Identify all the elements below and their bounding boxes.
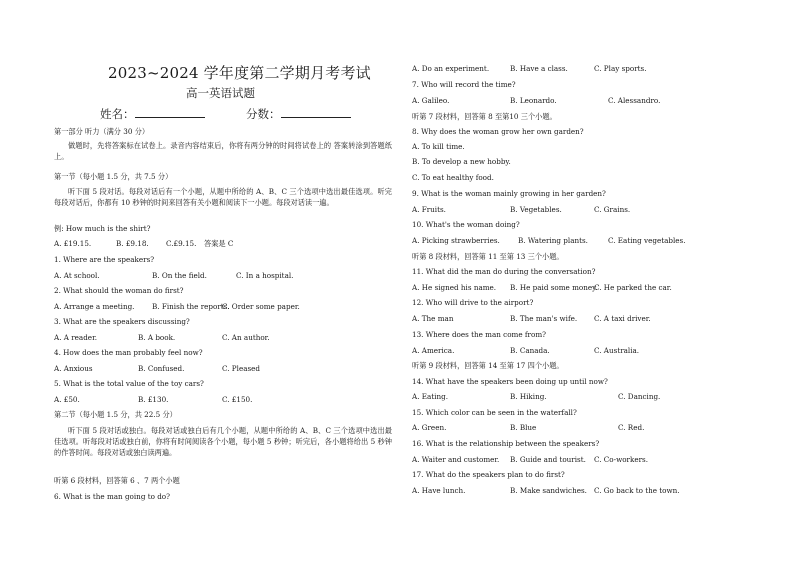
question-14: 14. What have the speakers been doing up until now? [412, 377, 608, 386]
q15-option-a: A. Green. [412, 423, 447, 432]
question-2: 2. What should the woman do first? [54, 286, 184, 295]
q15-option-c: C. Red. [618, 423, 645, 432]
question-6: 6. What is the man going to do? [54, 492, 170, 501]
q4-option-c: C. Pleased [222, 364, 261, 373]
q14-option-a: A. Eating. [412, 392, 448, 401]
page-subtitle: 高一英语试题 [186, 86, 255, 100]
q9-option-a: A. Fruits. [412, 205, 446, 214]
question-10: 10. What's the woman doing? [412, 220, 520, 229]
listen-8-instruction: 听第 8 段材料，回答第 11 至第 13 三个小题。 [412, 252, 564, 261]
score-label: 分数： [246, 107, 281, 121]
question-16: 16. What is the relationship between the speakers? [412, 439, 600, 448]
page-title: 2023~2024 学年度第二学期月考考试 [108, 64, 371, 82]
q10-option-c: C. Eating vegetables. [608, 236, 686, 245]
q6-option-a: A. Do an experiment. [412, 64, 490, 73]
q17-option-c: C. Go back to the town. [594, 486, 680, 495]
q9-option-c: C. Grains. [594, 205, 631, 214]
q10-option-a: A. Picking strawberries. [412, 236, 500, 245]
q4-option-a: A. Anxious [54, 364, 93, 373]
listen-7-instruction: 听第 7 段材料，回答第 8 至第10 三个小题。 [412, 112, 557, 121]
q14-option-c: C. Dancing. [618, 392, 661, 401]
q12-option-b: B. The man's wife. [510, 314, 578, 323]
question-12: 12. Who will drive to the airport? [412, 298, 534, 307]
score-field[interactable] [246, 106, 351, 121]
q1-option-b: B. On the field. [152, 271, 207, 280]
example-question: 例: How much is the shirt? [54, 224, 151, 233]
q1-option-c: C. In a hospital. [236, 271, 294, 280]
q3-option-c: C. An author. [222, 333, 270, 342]
q2-option-b: B. Finish the reports. [152, 302, 230, 311]
section2-heading: 第二节（每小题 1.5 分，共 22.5 分） [54, 410, 177, 419]
q9-option-b: B. Vegetables. [510, 205, 562, 214]
listen-9-instruction: 听第 9 段材料，回答第 14 至第 17 四个小题。 [412, 361, 564, 370]
q4-option-b: B. Confused. [138, 364, 185, 373]
q16-option-c: C. Co-workers. [594, 455, 649, 464]
name-field[interactable] [100, 106, 205, 121]
question-7: 7. Who will record the time? [412, 80, 516, 89]
question-13: 13. Where does the man come from? [412, 330, 546, 339]
part1-heading: 第一部分 听力（满分 30 分） [54, 127, 150, 136]
q1-option-a: A. At school. [54, 271, 100, 280]
q6-option-b: B. Have a class. [510, 64, 568, 73]
q17-option-b: B. Make sandwiches. [510, 486, 587, 495]
q15-option-b: B. Blue [510, 423, 537, 432]
q13-option-c: C. Australia. [594, 346, 640, 355]
example-option-c: C.£9.15. [166, 239, 197, 248]
q7-option-a: A. Galileo. [412, 96, 450, 105]
question-11: 11. What did the man do during the conversation? [412, 267, 596, 276]
example-option-a: A. £19.15. [54, 239, 92, 248]
question-15: 15. Which color can be seen in the waterfall? [412, 408, 577, 417]
listen-6-instruction: 听第 6 段材料，回答第 6 、7 两个小题 [54, 476, 180, 485]
q7-option-c: C. Alessandro. [608, 96, 661, 105]
q8-option-c: C. To eat healthy food. [412, 173, 494, 182]
q11-option-b: B. He paid some money. [510, 283, 598, 292]
q8-option-b: B. To develop a new hobby. [412, 157, 511, 166]
name-blank[interactable] [135, 106, 205, 118]
q3-option-a: A. A reader. [54, 333, 97, 342]
score-blank[interactable] [281, 106, 351, 118]
q12-option-a: A. The man [412, 314, 454, 323]
q5-option-c: C. £150. [222, 395, 253, 404]
q11-option-a: A. He signed his name. [412, 283, 497, 292]
q3-option-b: B. A book. [138, 333, 176, 342]
question-8: 8. Why does the woman grow her own garden? [412, 127, 584, 136]
question-17: 17. What do the speakers plan to do first? [412, 470, 565, 479]
question-1: 1. Where are the speakers? [54, 255, 155, 264]
q12-option-c: C. A taxi driver. [594, 314, 651, 323]
question-5: 5. What is the total value of the toy cars? [54, 379, 204, 388]
section1-heading: 第一节（每小题 1.5 分，共 7.5 分） [54, 172, 173, 181]
name-label: 姓名： [100, 107, 135, 121]
q5-option-a: A. £50. [54, 395, 80, 404]
section2-intro: 听下面 5 段对话或独白。每段对话或独白后有几个小题，从题中所给的 A、B、C 三个选项中选出最佳选项。听每段对话或独白前，你将有时间阅读各个小题，每小题 5 秒钟；听完后，各小题将给出 5 秒钟的作答时间。每段对话或独白读两遍。 [54, 426, 392, 458]
q11-option-c: C. He parked the car. [594, 283, 672, 292]
q2-option-c: C. Order some paper. [222, 302, 300, 311]
section1-intro: 听下面 5 段对话。每段对话后有一个小题，从题中所给的 A、B、C 三个选项中选出最佳选项。听完每段对话后，你都有 10 秒钟的时间来回答有关小题和阅读下一小题。每段对话读一遍。 [54, 187, 392, 208]
q8-option-a: A. To kill time. [412, 142, 465, 151]
example-answer: 答案是 C [204, 239, 234, 248]
q10-option-b: B. Watering plants. [518, 236, 588, 245]
q17-option-a: A. Have lunch. [412, 486, 466, 495]
q5-option-b: B. £130. [138, 395, 169, 404]
question-3: 3. What are the speakers discussing? [54, 317, 190, 326]
q6-option-c: C. Play sports. [594, 64, 647, 73]
q14-option-b: B. Hiking. [510, 392, 547, 401]
q13-option-a: A. America. [412, 346, 455, 355]
q13-option-b: B. Canada. [510, 346, 550, 355]
question-4: 4. How does the man probably feel now? [54, 348, 203, 357]
part1-intro: 做题时，先将答案标在试卷上。录音内容结束后，你将有两分钟的时间将试卷上的 答案转涂到答题纸上。 [54, 141, 392, 162]
q2-option-a: A. Arrange a meeting. [54, 302, 135, 311]
question-9: 9. What is the woman mainly growing in her garden? [412, 189, 606, 198]
q16-option-b: B. Guide and tourist. [510, 455, 586, 464]
example-option-b: B. £9.18. [116, 239, 149, 248]
q16-option-a: A. Waiter and customer. [412, 455, 500, 464]
q7-option-b: B. Leonardo. [510, 96, 557, 105]
